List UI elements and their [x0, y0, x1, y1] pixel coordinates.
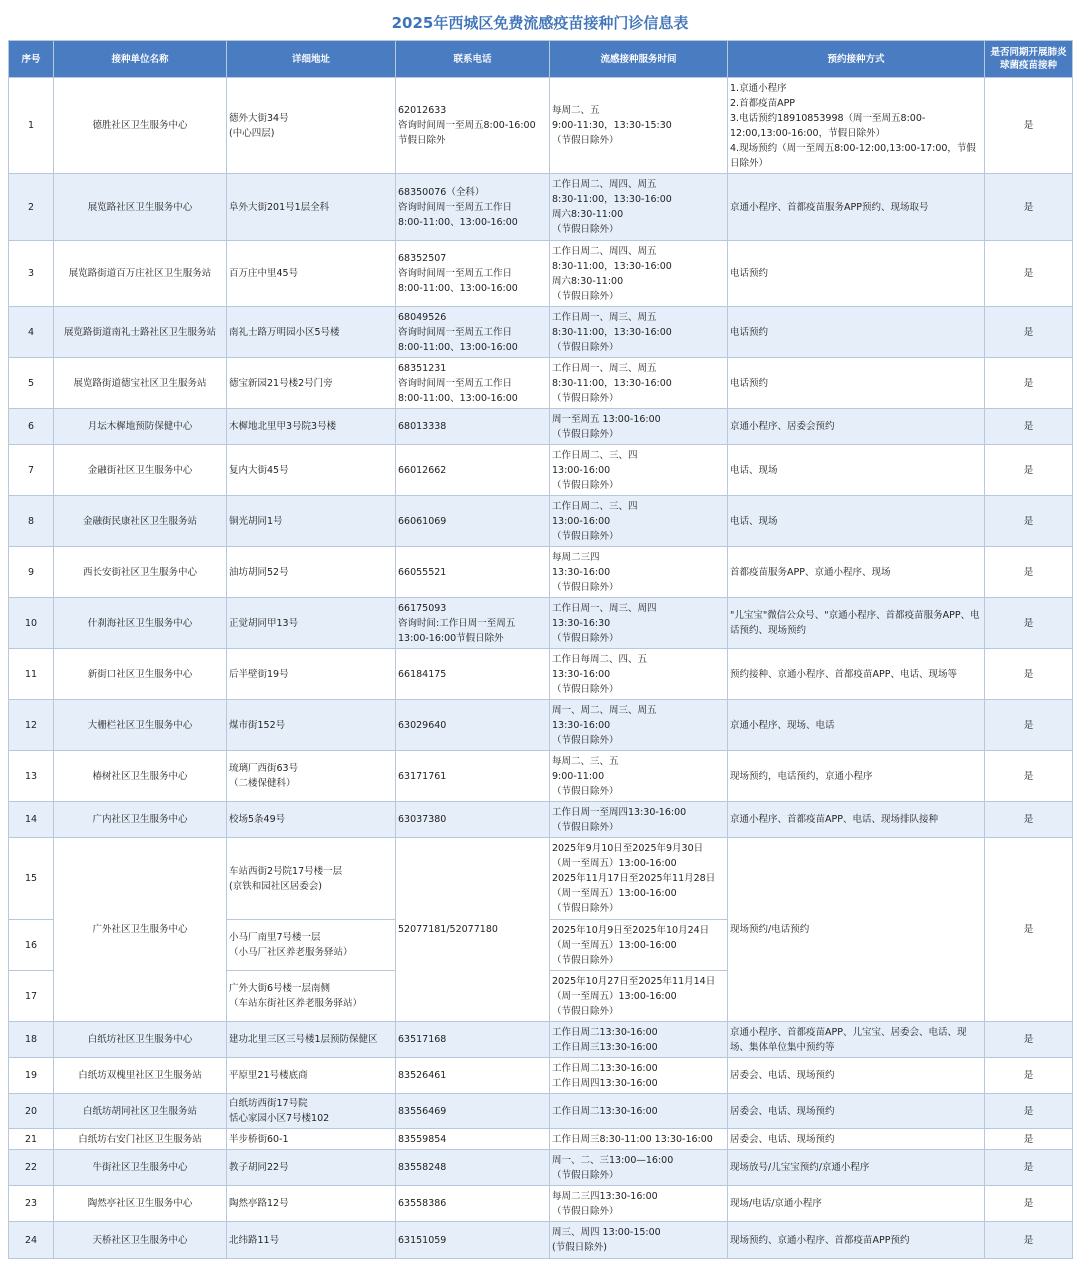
cell-address [227, 700, 396, 751]
cell-pneumococcal: 是 [985, 78, 1073, 174]
cell-unit-name: 陶然亭社区卫生服务中心 [54, 1186, 227, 1222]
table-row [9, 1129, 1073, 1150]
cell-address [227, 649, 396, 700]
cell-unit-name: 展览路街道南礼士路社区卫生服务站 [54, 307, 227, 358]
cell-unit-name: 月坛木樨地预防保健中心 [54, 409, 227, 445]
cell-address [227, 547, 396, 598]
cell-pneumococcal: 是 [985, 496, 1073, 547]
cell-unit-name: 展览路街道德宝社区卫生服务站 [54, 358, 227, 409]
cell-unit-name: 展览路街道百万庄社区卫生服务站 [54, 241, 227, 307]
method-text: 现场预约，电话预约，京通小程序 [730, 770, 873, 782]
cell-service-time [550, 838, 728, 920]
cell-unit-name: 天桥社区卫生服务中心 [54, 1222, 227, 1259]
cell-phone [396, 445, 550, 496]
address-text: 教子胡同22号 [229, 1162, 289, 1173]
method-text: 京通小程序、首都疫苗APP、儿宝宝、居委会、电话、现场、集体单位集中预约等 [730, 1026, 967, 1053]
phone-text: 83526461 [398, 1070, 447, 1081]
table-row [9, 1094, 1073, 1129]
cell-phone [396, 1058, 550, 1094]
cell-unit-name: 德胜社区卫生服务中心 [54, 78, 227, 174]
time-text: 工作日周一至周四13:30-16:00 （节假日除外） [552, 806, 687, 833]
header-phone: 联系电话 [396, 41, 550, 78]
cell-address [227, 1129, 396, 1150]
cell-booking-method [728, 547, 985, 598]
table-row [9, 1186, 1073, 1222]
phone-text: 63517168 [398, 1034, 447, 1045]
address-text: 北纬路11号 [229, 1234, 280, 1246]
cell-address [227, 174, 396, 241]
cell-phone [396, 307, 550, 358]
table-row [9, 838, 1073, 920]
table-row [9, 751, 1073, 802]
cell-phone [396, 1150, 550, 1186]
phone-text: 66055521 [398, 566, 447, 578]
cell-pneumococcal: 是 [985, 1150, 1073, 1186]
cell-unit-name: 椿树社区卫生服务中心 [54, 751, 227, 802]
table-row [9, 307, 1073, 358]
method-text: 现场/电话/京通小程序 [730, 1198, 822, 1209]
cell-service-time [550, 547, 728, 598]
cell-address [227, 307, 396, 358]
cell-booking-method [728, 1058, 985, 1094]
time-text: 工作日周一、周三、周五 8:30-11:00，13:30-16:00 （节假日除外） [552, 311, 672, 353]
time-text: 周三、周四 13:00-15:00 (节假日除外) [552, 1227, 661, 1253]
cell-pneumococcal: 是 [985, 307, 1073, 358]
time-text: 周一至周五 13:00-16:00 （节假日除外） [552, 413, 661, 440]
method-text: 预约接种、京通小程序、首都疫苗APP、电话、现场等 [730, 668, 957, 680]
cell-address [227, 358, 396, 409]
method-text: 京通小程序、现场、电话 [730, 719, 835, 731]
cell-phone [396, 496, 550, 547]
cell-booking-method [728, 838, 985, 1022]
time-text: 工作日周二13:30-16:00 工作日周三13:30-16:00 [552, 1026, 658, 1053]
header-service-time: 流感接种服务时间 [550, 41, 728, 78]
cell-no: 9 [9, 547, 54, 598]
cell-service-time [550, 971, 728, 1022]
table-row [9, 496, 1073, 547]
cell-unit-name: 牛街社区卫生服务中心 [54, 1150, 227, 1186]
address-text: 德宝新园21号楼2号门旁 [229, 377, 333, 389]
cell-pneumococcal: 是 [985, 241, 1073, 307]
table-row [9, 598, 1073, 649]
cell-booking-method [728, 241, 985, 307]
method-text: 现场预约/电话预约 [730, 924, 810, 935]
header-unit-name: 接种单位名称 [54, 41, 227, 78]
table-row [9, 78, 1073, 174]
cell-no: 5 [9, 358, 54, 409]
cell-address [227, 1222, 396, 1259]
address-text: 琉璃厂西街63号 （二楼保健科） [229, 763, 299, 789]
cell-pneumococcal: 是 [985, 649, 1073, 700]
cell-phone [396, 174, 550, 241]
cell-no: 14 [9, 802, 54, 838]
method-text: 京通小程序、首都疫苗服务APP预约、现场取号 [730, 201, 929, 213]
cell-no: 24 [9, 1222, 54, 1259]
method-text: 电话预约 [730, 326, 769, 338]
cell-service-time [550, 598, 728, 649]
cell-unit-name: 广外社区卫生服务中心 [54, 838, 227, 1022]
cell-booking-method [728, 1022, 985, 1058]
cell-unit-name: 西长安街社区卫生服务中心 [54, 547, 227, 598]
cell-address [227, 1150, 396, 1186]
cell-booking-method [728, 649, 985, 700]
phone-text: 83558248 [398, 1162, 447, 1173]
cell-no: 13 [9, 751, 54, 802]
cell-phone [396, 838, 550, 1022]
cell-phone [396, 409, 550, 445]
cell-phone [396, 78, 550, 174]
method-text: 电话、现场 [730, 464, 778, 476]
cell-service-time [550, 1222, 728, 1259]
cell-pneumococcal: 是 [985, 700, 1073, 751]
header-no: 序号 [9, 41, 54, 78]
cell-service-time [550, 241, 728, 307]
time-text: 工作日周二13:30-16:00 [552, 1105, 658, 1117]
table-row [9, 1150, 1073, 1186]
cell-pneumococcal: 是 [985, 751, 1073, 802]
method-text: 电话预约 [730, 268, 769, 279]
cell-no: 20 [9, 1094, 54, 1129]
cell-unit-name: 白纸坊双槐里社区卫生服务站 [54, 1058, 227, 1094]
method-text: 首都疫苗服务APP、京通小程序、现场 [730, 566, 891, 578]
cell-address [227, 751, 396, 802]
address-text: 德外大街34号 (中心四层) [229, 112, 289, 139]
time-text: 工作日周一、周三、周四 13:30-16:30 （节假日除外） [552, 602, 657, 644]
cell-address [227, 1094, 396, 1129]
address-text: 陶然亭路12号 [229, 1198, 289, 1209]
address-text: 车站西街2号院17号楼一层 (京铁和园社区居委会) [229, 865, 343, 892]
time-text: 2025年9月10日至2025年9月30日 （周一至周五）13:00-16:00 2025年11月17日至2025年11月28日 （周一至周五）13:00-16:00 （节假日除外） [552, 843, 716, 914]
time-text: 工作日每周二、四、五 13:30-16:00 （节假日除外） [552, 653, 648, 695]
table-row [9, 547, 1073, 598]
cell-no: 22 [9, 1150, 54, 1186]
header-booking-method: 预约接种方式 [728, 41, 985, 78]
phone-text: 83559854 [398, 1133, 447, 1145]
cell-booking-method [728, 445, 985, 496]
cell-booking-method [728, 598, 985, 649]
cell-unit-name: 广内社区卫生服务中心 [54, 802, 227, 838]
cell-address [227, 78, 396, 174]
method-text: 居委会、电话、现场预约 [730, 1070, 835, 1081]
phone-text: 66061069 [398, 515, 447, 527]
phone-text: 52077181/52077180 [398, 924, 498, 935]
cell-phone [396, 547, 550, 598]
cell-no: 8 [9, 496, 54, 547]
cell-pneumococcal: 是 [985, 1186, 1073, 1222]
cell-phone [396, 598, 550, 649]
address-text: 阜外大街201号1层全科 [229, 201, 330, 213]
phone-text: 66175093 咨询时间:工作日周一至周五 13:00-16:00节假日除外 [398, 602, 516, 644]
cell-unit-name: 大栅栏社区卫生服务中心 [54, 700, 227, 751]
phone-text: 83556469 [398, 1105, 447, 1117]
cell-booking-method [728, 358, 985, 409]
cell-service-time [550, 1129, 728, 1150]
address-text: 白纸坊西街17号院 恬心家园小区7号楼102 [229, 1098, 330, 1124]
phone-text: 63037380 [398, 814, 447, 825]
method-text: "儿宝宝"微信公众号、"京通小程序、首都疫苗服务APP、电话预约、现场预约 [730, 610, 980, 636]
time-text: 工作日周二、周四、周五 8:30-11:00，13:30-16:00 周六8:30-11:00 （节假日除外） [552, 179, 672, 235]
time-text: 每周二三四 13:30-16:00 （节假日除外） [552, 551, 619, 593]
cell-no: 4 [9, 307, 54, 358]
cell-booking-method [728, 174, 985, 241]
address-text: 半步桥街60-1 [229, 1133, 289, 1145]
method-text: 居委会、电话、现场预约 [730, 1105, 835, 1117]
clinic-table [8, 40, 1073, 1259]
cell-address [227, 971, 396, 1022]
phone-text: 62012633 咨询时间周一至周五8:00-16:00 节假日除外 [398, 105, 536, 146]
phone-text: 68351231 咨询时间周一至周五工作日 8:00-11:00、13:00-16:00 [398, 362, 518, 404]
table-row [9, 1222, 1073, 1259]
method-text: 1.京通小程序 2.首都疫苗APP 3.电话预约18910853998（周一至周五8:00-12:00,13:00-16:00，节假日除外） 4.现场预约（周一至周五8:00-12:00,13:00-17:00，节假日除外） [730, 82, 976, 169]
cell-phone [396, 1094, 550, 1129]
cell-booking-method [728, 802, 985, 838]
address-text: 铜光胡同1号 [229, 515, 283, 527]
cell-no: 3 [9, 241, 54, 307]
cell-unit-name: 展览路社区卫生服务中心 [54, 174, 227, 241]
cell-address [227, 1022, 396, 1058]
header-pneumococcal: 是否同期开展肺炎球菌疫苗接种 [985, 41, 1073, 78]
time-text: 工作日周二、周四、周五 8:30-11:00，13:30-16:00 周六8:30-11:00 （节假日除外） [552, 245, 672, 302]
table-row [9, 649, 1073, 700]
cell-pneumococcal: 是 [985, 598, 1073, 649]
cell-phone [396, 1222, 550, 1259]
cell-pneumococcal: 是 [985, 802, 1073, 838]
address-text: 建功北里三区三号楼1层预防保健区 [229, 1034, 378, 1045]
cell-no: 12 [9, 700, 54, 751]
cell-phone [396, 1186, 550, 1222]
cell-booking-method [728, 751, 985, 802]
cell-booking-method [728, 1129, 985, 1150]
time-text: 周一、二、三13:00—16:00 （节假日除外） [552, 1154, 674, 1181]
time-text: 每周二、三、五 9:00-11:00 （节假日除外） [552, 755, 619, 797]
cell-phone [396, 1022, 550, 1058]
cell-booking-method [728, 700, 985, 751]
cell-service-time [550, 358, 728, 409]
cell-no: 18 [9, 1022, 54, 1058]
cell-booking-method [728, 307, 985, 358]
method-text: 居委会、电话、现场预约 [730, 1133, 835, 1145]
table-row [9, 445, 1073, 496]
cell-service-time [550, 1022, 728, 1058]
cell-unit-name: 白纸坊右安门社区卫生服务站 [54, 1129, 227, 1150]
cell-pneumococcal: 是 [985, 409, 1073, 445]
cell-no: 2 [9, 174, 54, 241]
cell-pneumococcal: 是 [985, 445, 1073, 496]
address-text: 广外大街6号楼一层南侧 （车站东街社区养老服务驿站） [229, 983, 363, 1009]
cell-no: 16 [9, 920, 54, 971]
cell-booking-method [728, 496, 985, 547]
table-row [9, 1022, 1073, 1058]
address-text: 复内大街45号 [229, 464, 289, 476]
table-row [9, 1058, 1073, 1094]
cell-service-time [550, 496, 728, 547]
cell-pneumococcal: 是 [985, 838, 1073, 1022]
cell-service-time [550, 1058, 728, 1094]
cell-phone [396, 1129, 550, 1150]
cell-service-time [550, 751, 728, 802]
phone-text: 66184175 [398, 668, 447, 680]
address-text: 木樨地北里甲3号院3号楼 [229, 421, 337, 432]
cell-no: 19 [9, 1058, 54, 1094]
cell-phone [396, 700, 550, 751]
cell-booking-method [728, 1186, 985, 1222]
cell-service-time [550, 649, 728, 700]
phone-text: 66012662 [398, 464, 447, 476]
cell-no: 10 [9, 598, 54, 649]
table-header-row [9, 41, 1073, 78]
cell-address [227, 409, 396, 445]
time-text: 每周二三四13:30-16:00 （节假日除外） [552, 1190, 658, 1217]
method-text: 京通小程序、首都疫苗APP、电话、现场排队接种 [730, 814, 938, 825]
method-text: 电话、现场 [730, 515, 778, 527]
cell-no: 1 [9, 78, 54, 174]
cell-unit-name: 白纸坊胡同社区卫生服务站 [54, 1094, 227, 1129]
table-row [9, 700, 1073, 751]
address-text: 煤市街152号 [229, 719, 286, 731]
cell-service-time [550, 920, 728, 971]
cell-phone [396, 802, 550, 838]
cell-no: 7 [9, 445, 54, 496]
cell-no: 15 [9, 838, 54, 920]
cell-pneumococcal: 是 [985, 1129, 1073, 1150]
cell-pneumococcal: 是 [985, 1222, 1073, 1259]
cell-no: 21 [9, 1129, 54, 1150]
cell-phone [396, 649, 550, 700]
cell-address [227, 496, 396, 547]
time-text: 周一、周二、周三、周五 13:30-16:00 （节假日除外） [552, 704, 657, 746]
cell-address [227, 920, 396, 971]
time-text: 工作日周二、三、四 13:00-16:00 （节假日除外） [552, 500, 638, 542]
cell-service-time [550, 700, 728, 751]
cell-unit-name: 白纸坊社区卫生服务中心 [54, 1022, 227, 1058]
address-text: 后半壁街19号 [229, 668, 289, 680]
cell-address [227, 445, 396, 496]
cell-booking-method [728, 409, 985, 445]
cell-pneumococcal: 是 [985, 174, 1073, 241]
address-text: 百万庄中里45号 [229, 268, 299, 279]
cell-booking-method [728, 78, 985, 174]
table-row [9, 409, 1073, 445]
cell-no: 17 [9, 971, 54, 1022]
cell-service-time [550, 802, 728, 838]
time-text: 2025年10月27日至2025年11月14日 （周一至周五）13:00-16:00 （节假日除外） [552, 975, 716, 1017]
cell-service-time [550, 78, 728, 174]
time-text: 工作日周二、三、四 13:00-16:00 （节假日除外） [552, 449, 638, 491]
phone-text: 63558386 [398, 1198, 447, 1209]
cell-pneumococcal: 是 [985, 1058, 1073, 1094]
cell-unit-name: 金融街社区卫生服务中心 [54, 445, 227, 496]
cell-pneumococcal: 是 [985, 1094, 1073, 1129]
table-row [9, 241, 1073, 307]
header-address: 详细地址 [227, 41, 396, 78]
phone-text: 63151059 [398, 1234, 447, 1246]
phone-text: 63029640 [398, 719, 447, 731]
cell-service-time [550, 1094, 728, 1129]
cell-service-time [550, 409, 728, 445]
cell-address [227, 1186, 396, 1222]
address-text: 正觉胡同甲13号 [229, 617, 299, 629]
cell-service-time [550, 1186, 728, 1222]
cell-unit-name: 金融街民康社区卫生服务站 [54, 496, 227, 547]
cell-unit-name: 什刹海社区卫生服务中心 [54, 598, 227, 649]
address-text: 平原里21号楼底商 [229, 1070, 308, 1081]
cell-address [227, 598, 396, 649]
cell-no: 6 [9, 409, 54, 445]
time-text: 2025年10月9日至2025年10月24日 （周一至周五）13:00-16:00 （节假日除外） [552, 924, 710, 966]
cell-phone [396, 358, 550, 409]
cell-no: 11 [9, 649, 54, 700]
cell-phone [396, 751, 550, 802]
method-text: 现场预约、京通小程序、首都疫苗APP预约 [730, 1234, 910, 1246]
time-text: 工作日周三8:30-11:00 13:30-16:00 [552, 1133, 713, 1145]
cell-pneumococcal: 是 [985, 1022, 1073, 1058]
cell-service-time [550, 1150, 728, 1186]
table-row [9, 358, 1073, 409]
address-text: 油坊胡同52号 [229, 566, 289, 578]
cell-service-time [550, 445, 728, 496]
cell-pneumococcal: 是 [985, 547, 1073, 598]
cell-address [227, 802, 396, 838]
cell-address [227, 1058, 396, 1094]
method-text: 电话预约 [730, 377, 769, 389]
phone-text: 68013338 [398, 421, 447, 432]
address-text: 小马厂南里7号楼一层 （小马厂社区养老服务驿站） [229, 932, 353, 958]
cell-booking-method [728, 1150, 985, 1186]
time-text: 每周二、五 9:00-11:30，13:30-15:30 （节假日除外） [552, 105, 672, 146]
time-text: 工作日周二13:30-16:00 工作日周四13:30-16:00 [552, 1062, 658, 1089]
address-text: 校场5条49号 [229, 814, 286, 825]
cell-address [227, 838, 396, 920]
method-text: 现场放号/儿宝宝预约/京通小程序 [730, 1162, 870, 1173]
phone-text: 63171761 [398, 770, 447, 782]
phone-text: 68352507 咨询时间周一至周五工作日 8:00-11:00、13:00-16:00 [398, 253, 518, 294]
cell-pneumococcal: 是 [985, 358, 1073, 409]
cell-service-time [550, 307, 728, 358]
cell-no: 23 [9, 1186, 54, 1222]
table-row [9, 174, 1073, 241]
cell-phone [396, 241, 550, 307]
phone-text: 68049526 咨询时间周一至周五工作日 8:00-11:00、13:00-16:00 [398, 311, 518, 353]
method-text: 京通小程序、居委会预约 [730, 421, 835, 432]
page-title: 2025年西城区免费流感疫苗接种门诊信息表 [391, 14, 689, 32]
address-text: 南礼士路万明园小区5号楼 [229, 326, 340, 338]
time-text: 工作日周一、周三、周五 8:30-11:00，13:30-16:00 （节假日除外） [552, 362, 672, 404]
phone-text: 68350076（全科） 咨询时间周一至周五工作日 8:00-11:00、13:00-16:00 [398, 186, 518, 228]
cell-unit-name: 新街口社区卫生服务中心 [54, 649, 227, 700]
cell-address [227, 241, 396, 307]
cell-service-time [550, 174, 728, 241]
table-row [9, 802, 1073, 838]
cell-booking-method [728, 1094, 985, 1129]
cell-booking-method [728, 1222, 985, 1259]
